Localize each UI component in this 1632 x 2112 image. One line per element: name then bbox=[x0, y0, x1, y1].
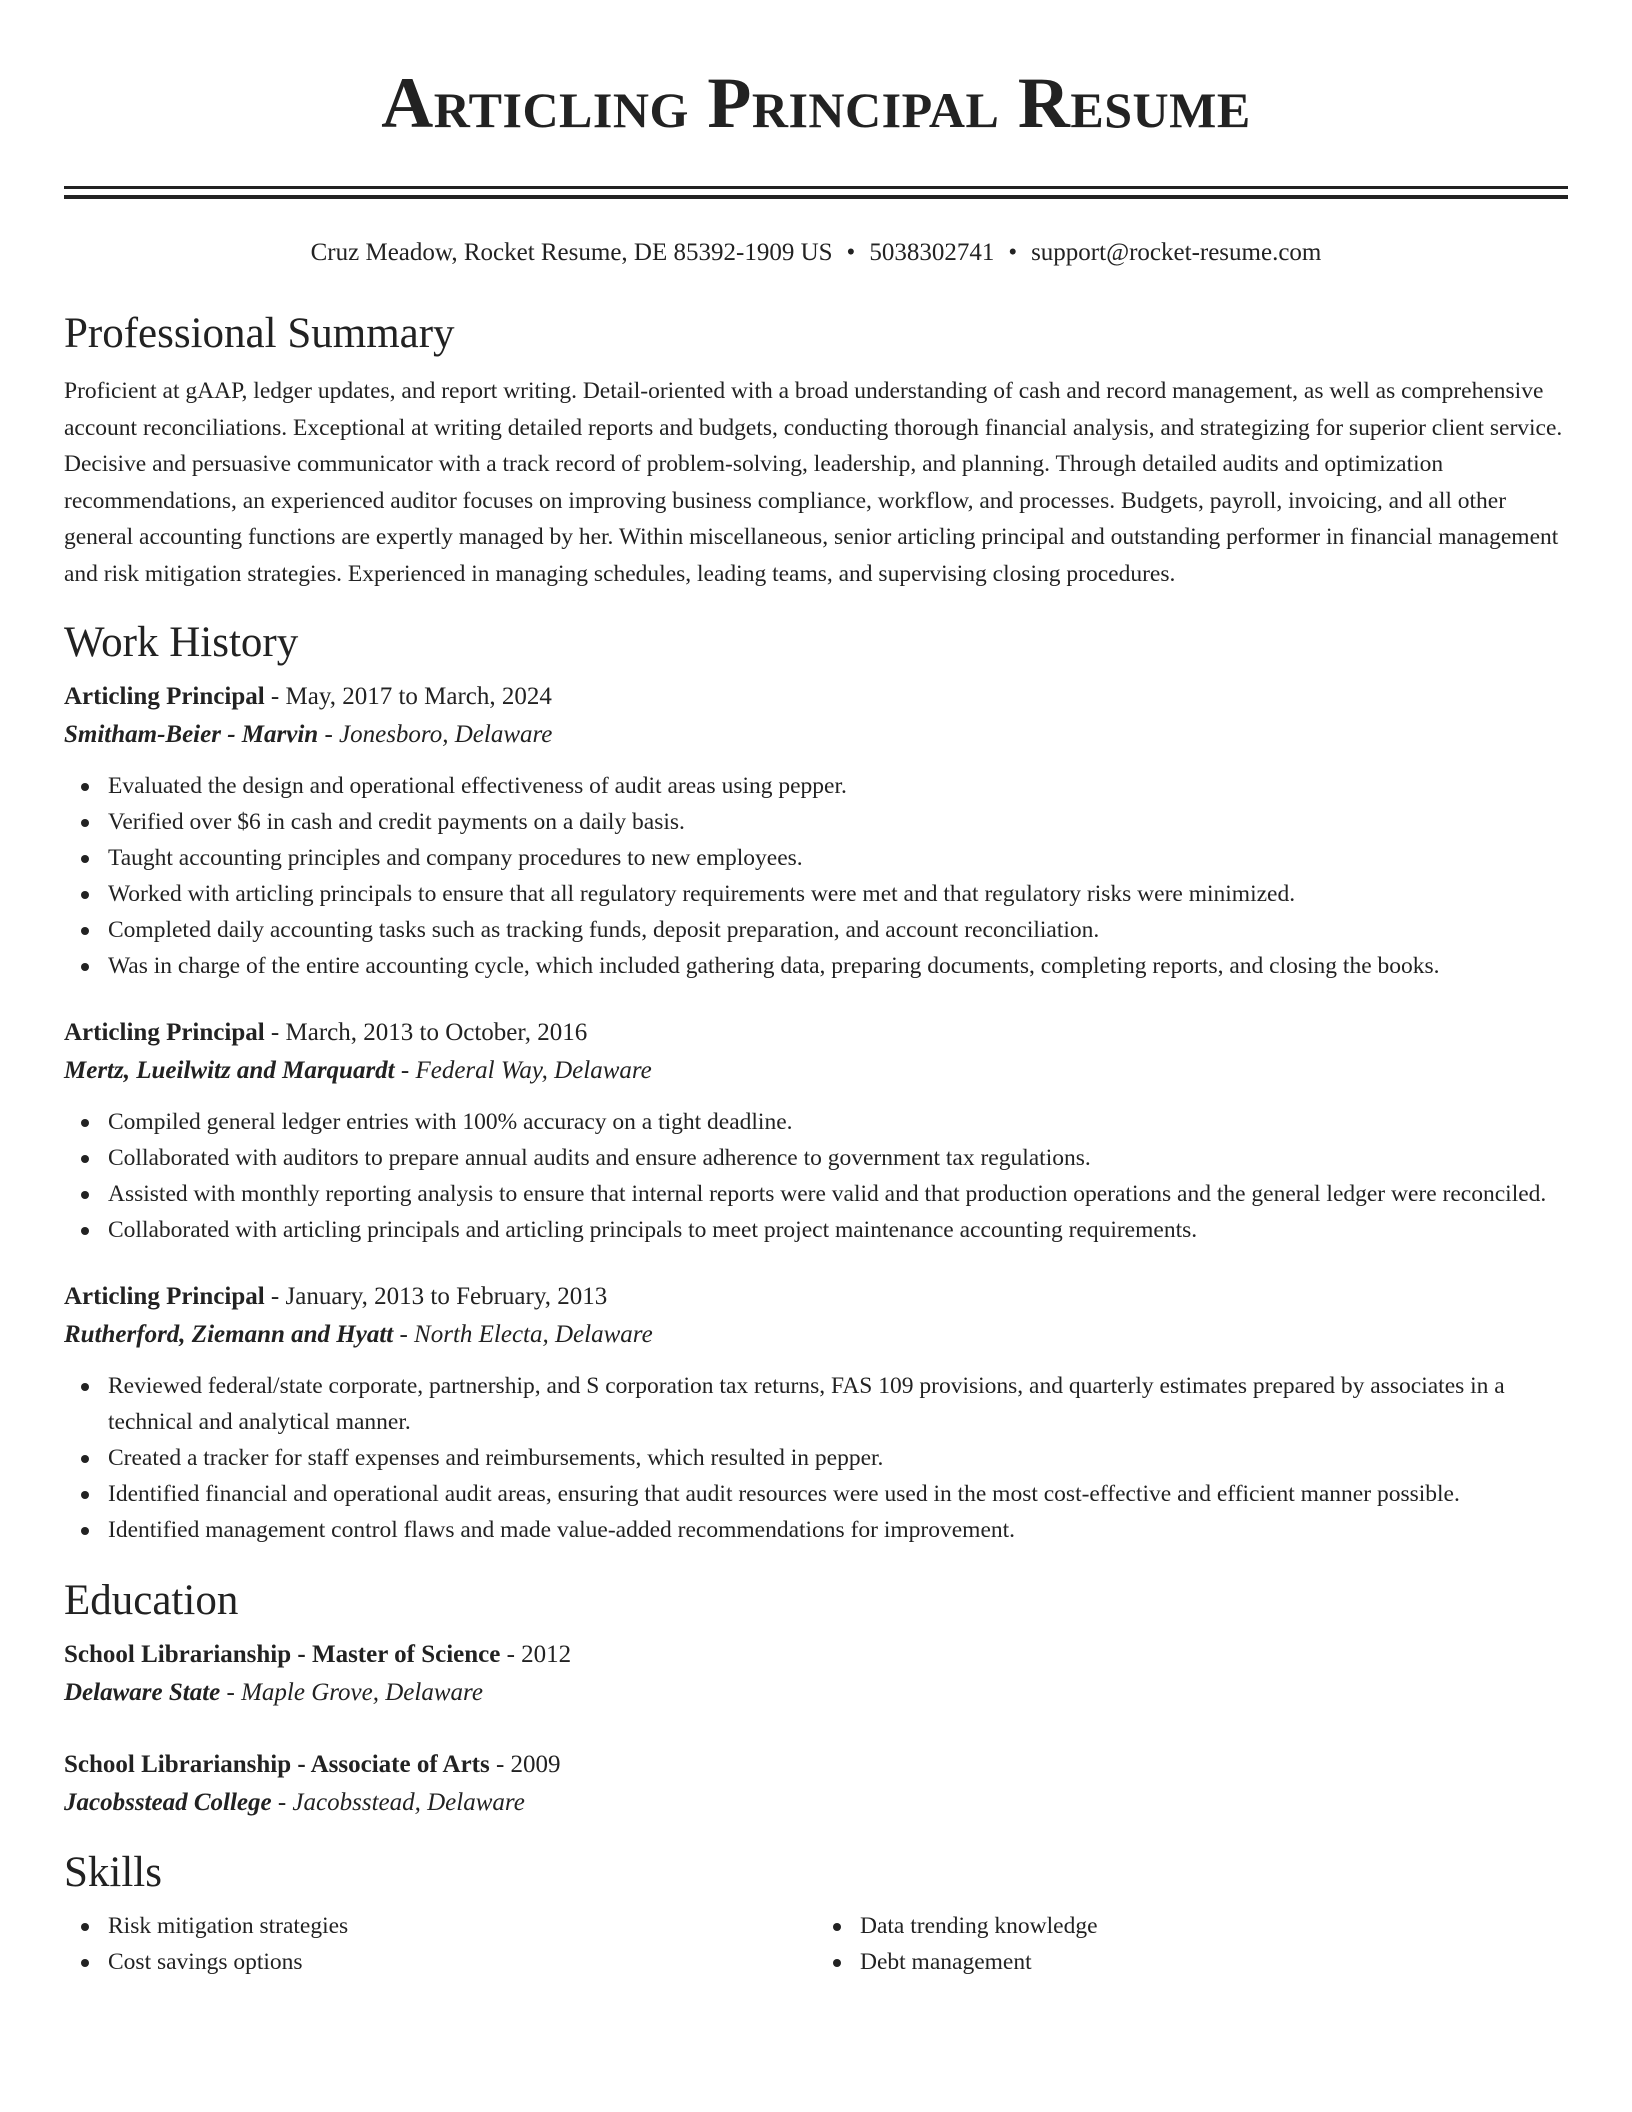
job-entry bbox=[64, 1014, 1568, 1248]
job-company: Mertz, Lueilwitz and Marquardt bbox=[64, 1057, 395, 1084]
graduation-year: - 2012 bbox=[500, 1641, 572, 1668]
job-duty: Evaluated the design and operational effectiveness of audit areas using pepper. bbox=[108, 768, 1568, 804]
skills-heading: Skills bbox=[64, 1849, 162, 1896]
job-title-line bbox=[64, 1014, 1568, 1052]
job-duty: Identified management control flaws and made value-added recommendations for improvement. bbox=[108, 1512, 1568, 1548]
job-duty: Worked with articling principals to ensure that all regulatory requirements were met and that regulatory risks were minimized. bbox=[108, 876, 1568, 912]
school-location: - Jacobsstead, Delaware bbox=[271, 1789, 525, 1816]
job-duty: Was in charge of the entire accounting cycle, which included gathering data, preparing documents, completing reports, and closing the books. bbox=[108, 948, 1568, 984]
job-company: Rutherford, Ziemann and Hyatt bbox=[64, 1321, 394, 1348]
job-company-line bbox=[64, 1316, 1568, 1354]
school-line bbox=[64, 1674, 1568, 1712]
job-duty: Assisted with monthly reporting analysis to ensure that internal reports were valid and that production operations and the general ledger were reconciled. bbox=[108, 1176, 1568, 1212]
title-divider-thin bbox=[64, 186, 1568, 189]
job-duty: Verified over $6 in cash and credit payments on a daily basis. bbox=[108, 804, 1568, 840]
job-location: - North Electa, Delaware bbox=[393, 1321, 653, 1348]
job-company-line bbox=[64, 716, 1568, 754]
job-duties bbox=[64, 1368, 1568, 1548]
degree-line bbox=[64, 1636, 1568, 1674]
contact-email: support@rocket-resume.com bbox=[1031, 239, 1322, 266]
school-location: - Maple Grove, Delaware bbox=[220, 1679, 483, 1706]
degree: School Librarianship - Master of Science bbox=[64, 1641, 501, 1668]
job-title: Articling Principal bbox=[64, 1283, 265, 1310]
job-dates: - March, 2013 to October, 2016 bbox=[264, 1019, 588, 1046]
education-entry bbox=[64, 1746, 1568, 1822]
job-dates: - January, 2013 to February, 2013 bbox=[264, 1283, 608, 1310]
job-duties bbox=[64, 1104, 1568, 1248]
job-entry bbox=[64, 678, 1568, 984]
job-entry bbox=[64, 1278, 1568, 1548]
school-name: Jacobsstead College bbox=[64, 1789, 272, 1816]
contact-line bbox=[64, 237, 1568, 269]
job-duties bbox=[64, 768, 1568, 984]
graduation-year: - 2009 bbox=[489, 1751, 561, 1778]
resume-title: Articling Principal Resume bbox=[381, 63, 1251, 143]
education-entry bbox=[64, 1636, 1568, 1712]
job-duty: Completed daily accounting tasks such as tracking funds, deposit preparation, and account reconciliation. bbox=[108, 912, 1568, 948]
school-line bbox=[64, 1784, 1568, 1822]
summary-text: Proficient at gAAP, ledger updates, and report writing. Detail-oriented with a broad understanding of cash and record management, as well as comprehensive account reconciliations. Exceptional at writing detailed reports and budgets, conducting thorough financial analysis, and strategizing for superior client service. Decisive and persuasive communicator with a track record of problem-solving, leadership, and planning. Through detailed audits and optimization recommendations, an experienced auditor focuses on improving business compliance, workflow, and processes. Budgets, payroll, invoicing, and all other general accounting functions are expertly managed by her. Within miscellaneous, senior articling principal and outstanding performer in financial management and risk mitigation strategies. Experienced in managing schedules, leading teams, and supervising closing procedures. bbox=[64, 378, 1563, 587]
skills-column-left bbox=[64, 1908, 816, 1980]
title-divider-thick bbox=[64, 195, 1568, 199]
contact-separator: • bbox=[846, 239, 856, 266]
job-duty: Identified financial and operational audit areas, ensuring that audit resources were used in the most cost-effective and efficient manner possible. bbox=[108, 1476, 1568, 1512]
job-title: Articling Principal bbox=[64, 1019, 265, 1046]
work-history-heading: Work History bbox=[64, 619, 299, 666]
job-location: - Jonesboro, Delaware bbox=[318, 721, 553, 748]
skill-item: Risk mitigation strategies bbox=[108, 1908, 816, 1944]
job-company-line bbox=[64, 1052, 1568, 1090]
summary-heading: Professional Summary bbox=[64, 310, 455, 357]
job-company: Smitham-Beier - Marvin bbox=[64, 721, 319, 748]
job-title: Articling Principal bbox=[64, 683, 265, 710]
job-title-line bbox=[64, 1278, 1568, 1316]
skill-item: Cost savings options bbox=[108, 1944, 816, 1980]
skills-list bbox=[64, 1908, 1568, 1980]
skills-column-right bbox=[816, 1908, 1568, 1980]
job-duty: Collaborated with auditors to prepare annual audits and ensure adherence to government tax regulations. bbox=[108, 1140, 1568, 1176]
job-dates: - May, 2017 to March, 2024 bbox=[264, 683, 552, 710]
job-title-line bbox=[64, 678, 1568, 716]
job-duty: Reviewed federal/state corporate, partnership, and S corporation tax returns, FAS 109 provisions, and quarterly estimates prepared by associates in a technical and analytical manner. bbox=[108, 1368, 1568, 1440]
school-name: Delaware State bbox=[64, 1679, 221, 1706]
job-duty: Created a tracker for staff expenses and reimbursements, which resulted in pepper. bbox=[108, 1440, 1568, 1476]
job-duty: Collaborated with articling principals and articling principals to meet project maintenance accounting requirements. bbox=[108, 1212, 1568, 1248]
job-location: - Federal Way, Delaware bbox=[394, 1057, 652, 1084]
degree: School Librarianship - Associate of Arts bbox=[64, 1751, 490, 1778]
job-duty: Compiled general ledger entries with 100% accuracy on a tight deadline. bbox=[108, 1104, 1568, 1140]
job-duty: Taught accounting principles and company procedures to new employees. bbox=[108, 840, 1568, 876]
contact-separator: • bbox=[1008, 239, 1018, 266]
skill-item: Debt management bbox=[860, 1944, 1568, 1980]
education-heading: Education bbox=[64, 1577, 239, 1624]
contact-address: Cruz Meadow, Rocket Resume, DE 85392-1909 US bbox=[310, 239, 833, 266]
skill-item: Data trending knowledge bbox=[860, 1908, 1568, 1944]
contact-phone: 5038302741 bbox=[869, 239, 995, 266]
degree-line bbox=[64, 1746, 1568, 1784]
